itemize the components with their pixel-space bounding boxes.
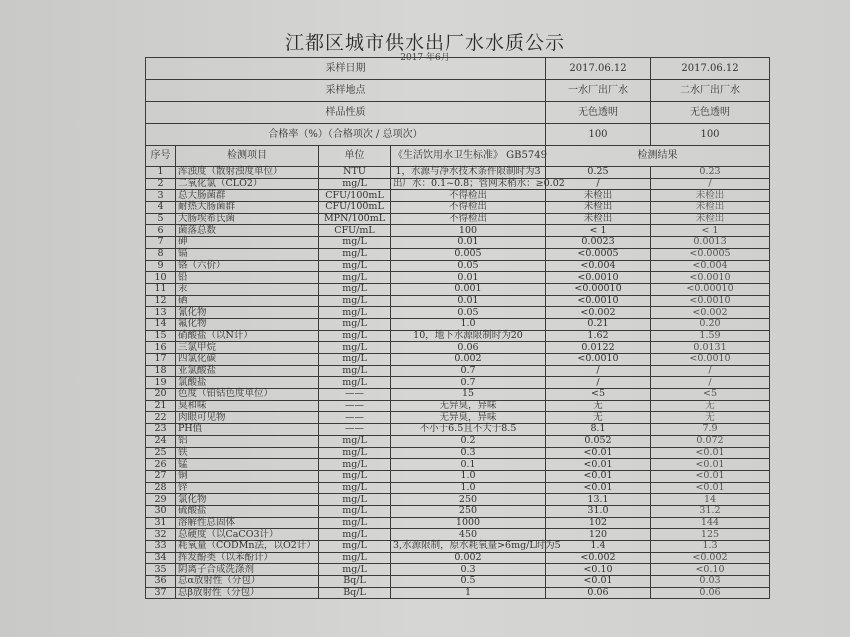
result-plant-1: <0.004 [546,260,651,272]
result-plant-1: 0.25 [546,167,651,179]
result-plant-2: 0.20 [651,318,770,330]
test-item: 色度（铂钴色度单位） [176,389,319,401]
test-item: 挥发酚类（以苯酚计） [176,552,319,564]
test-item: 总β放射性（分包） [176,587,319,599]
sample-info-label: 合格率（%）（合格项次 / 总项次） [146,124,546,146]
test-item: 菌落总数 [176,225,319,237]
result-plant-2: 125 [651,529,770,541]
unit: mg/L [319,494,391,506]
standard-limit: 3,水源限制，原水耗氧量>6mg/L时为5 [391,541,546,553]
row-number: 30 [146,505,176,517]
result-plant-1: 0.21 [546,318,651,330]
sample-info-value-1: 2017.06.12 [546,58,651,80]
unit: mg/L [319,272,391,284]
test-item: 氯酸盐 [176,377,319,389]
result-plant-1: 未检出 [546,202,651,214]
standard-limit: 不得检出 [391,202,546,214]
unit: CFU/mL [319,225,391,237]
row-number: 1 [146,167,176,179]
test-item: 氰化物 [176,307,319,319]
standard-limit: 0.005 [391,248,546,260]
standard-limit: 0.2 [391,435,546,447]
table-row [146,354,770,366]
standard-limit: 15 [391,389,546,401]
row-number: 9 [146,260,176,272]
row-number: 32 [146,529,176,541]
table-row [146,389,770,401]
row-number: 37 [146,587,176,599]
standard-limit: 0.3 [391,564,546,576]
result-plant-1: <0.0010 [546,295,651,307]
result-plant-2: <0.10 [651,564,770,576]
result-plant-1: 0.0023 [546,237,651,249]
row-number: 12 [146,295,176,307]
table-row [146,202,770,214]
sample-info-value-1: 一水厂出厂水 [546,80,651,102]
test-item: PH值 [176,424,319,436]
table-row [146,365,770,377]
standard-limit: 10，地下水源限制时为20 [391,330,546,342]
result-plant-2: <0.0010 [651,354,770,366]
test-item: 汞 [176,283,319,295]
standard-limit: 无异臭，异味 [391,412,546,424]
water-quality-table [145,57,770,599]
result-plant-2: <0.0010 [651,295,770,307]
result-plant-2: 31.2 [651,505,770,517]
result-plant-1: < 1 [546,225,651,237]
standard-limit: 250 [391,505,546,517]
row-number: 36 [146,576,176,588]
unit: mg/L [319,283,391,295]
result-plant-2: <0.0005 [651,248,770,260]
unit: mg/L [319,529,391,541]
sample-info-value-2: 2017.06.12 [651,58,770,80]
result-plant-2: <0.0010 [651,272,770,284]
test-item: 阴离子合成洗涤剂 [176,564,319,576]
test-item: 溶解性总固体 [176,517,319,529]
standard-limit: 不得检出 [391,213,546,225]
table-row [146,424,770,436]
test-item: 铅 [176,272,319,284]
row-number: 19 [146,377,176,389]
result-plant-2: 7.9 [651,424,770,436]
standard-limit: 0.5 [391,576,546,588]
result-plant-2: / [651,178,770,190]
row-number: 13 [146,307,176,319]
standard-limit: 0.01 [391,237,546,249]
sample-info-value-1: 100 [546,124,651,146]
sample-info-label: 样品性质 [146,102,546,124]
result-plant-2: <0.002 [651,307,770,319]
unit: mg/L [319,260,391,272]
sample-info-value-2: 无色透明 [651,102,770,124]
test-item: 总硬度（以CaCO3计） [176,529,319,541]
unit: mg/L [319,330,391,342]
row-number: 22 [146,412,176,424]
table-row [146,318,770,330]
table-row [146,213,770,225]
unit: —— [319,400,391,412]
result-plant-1: <0.10 [546,564,651,576]
unit: mg/L [319,365,391,377]
test-item: 二氧化氯（CLO2） [176,178,319,190]
standard-limit: 0.05 [391,307,546,319]
result-plant-2: 1.59 [651,330,770,342]
row-number: 28 [146,482,176,494]
row-number: 6 [146,225,176,237]
standard-limit: 250 [391,494,546,506]
result-plant-2: < 1 [651,225,770,237]
result-plant-1: 0.052 [546,435,651,447]
test-item: 总α放射性（分包） [176,576,319,588]
standard-limit: 1，水源与净水技术条件限制时为3 [391,167,546,179]
result-plant-2: 0.23 [651,167,770,179]
result-plant-2: / [651,365,770,377]
result-plant-2: 无 [651,400,770,412]
unit: —— [319,389,391,401]
table-row [146,330,770,342]
unit: mg/L [319,435,391,447]
result-plant-1: 31.0 [546,505,651,517]
unit: Bq/L [319,576,391,588]
result-plant-2: 0.0013 [651,237,770,249]
unit: mg/L [319,505,391,517]
table-row [146,400,770,412]
sample-info-value-2: 100 [651,124,770,146]
table-row [146,377,770,389]
row-number: 11 [146,283,176,295]
test-item: 三氯甲烷 [176,342,319,354]
row-number: 8 [146,248,176,260]
unit: —— [319,412,391,424]
standard-limit: 0.01 [391,295,546,307]
result-plant-2: 0.06 [651,587,770,599]
row-number: 34 [146,552,176,564]
test-item: 耗氧量（CODMn法，以O2计） [176,541,319,553]
test-item: 浑浊度（散射浊度单位） [176,167,319,179]
table-row [146,295,770,307]
standard-limit: 0.05 [391,260,546,272]
unit: mg/L [319,295,391,307]
unit: mg/L [319,459,391,471]
standard-limit: 100 [391,225,546,237]
table-row [146,307,770,319]
result-plant-1: 8.1 [546,424,651,436]
result-plant-1: <0.01 [546,447,651,459]
unit: mg/L [319,318,391,330]
row-number: 5 [146,213,176,225]
row-number: 17 [146,354,176,366]
row-number: 18 [146,365,176,377]
result-plant-1: 120 [546,529,651,541]
result-plant-2: <5 [651,389,770,401]
standard-limit: 0.001 [391,283,546,295]
sample-info-value-2: 二水厂出厂水 [651,80,770,102]
test-item: 镉 [176,248,319,260]
unit: mg/L [319,541,391,553]
result-plant-2: 无 [651,412,770,424]
row-number: 15 [146,330,176,342]
result-plant-1: 102 [546,517,651,529]
result-plant-2: 未检出 [651,190,770,202]
result-plant-2: <0.002 [651,552,770,564]
result-plant-2: 未检出 [651,202,770,214]
result-plant-1: / [546,178,651,190]
standard-limit: 0.002 [391,354,546,366]
sample-info-row [146,102,770,124]
unit: mg/L [319,342,391,354]
result-plant-2: 0.0131 [651,342,770,354]
result-plant-2: <0.01 [651,447,770,459]
result-plant-1: / [546,365,651,377]
result-plant-1: 0.0122 [546,342,651,354]
col-item: 检测项目 [176,146,319,167]
row-number: 29 [146,494,176,506]
unit: mg/L [319,470,391,482]
result-plant-2: 1.3 [651,541,770,553]
row-number: 27 [146,470,176,482]
standard-limit: 0.01 [391,272,546,284]
unit: mg/L [319,517,391,529]
test-item: 耐热大肠菌群 [176,202,319,214]
row-number: 7 [146,237,176,249]
result-plant-2: 14 [651,494,770,506]
col-unit: 单位 [319,146,391,167]
result-plant-1: <5 [546,389,651,401]
test-item: 臭和味 [176,400,319,412]
test-item: 硫酸盐 [176,505,319,517]
unit: mg/L [319,307,391,319]
row-number: 31 [146,517,176,529]
table-row [146,342,770,354]
unit: MPN/100mL [319,213,391,225]
result-plant-1: 1.62 [546,330,651,342]
table-row [146,576,770,588]
table-row [146,248,770,260]
row-number: 35 [146,564,176,576]
unit: CFU/100mL [319,202,391,214]
result-plant-2: <0.01 [651,459,770,471]
unit: CFU/100mL [319,190,391,202]
table-row [146,587,770,599]
row-number: 10 [146,272,176,284]
result-plant-2: 0.03 [651,576,770,588]
test-item: 氯化物 [176,494,319,506]
table-row [146,552,770,564]
standard-limit: 1.0 [391,482,546,494]
table-row [146,260,770,272]
result-plant-1: <0.01 [546,482,651,494]
standard-limit: 0.002 [391,552,546,564]
result-plant-1: / [546,377,651,389]
test-item: 肉眼可见物 [176,412,319,424]
col-no: 序号 [146,146,176,167]
standard-limit: 1 [391,587,546,599]
unit: mg/L [319,354,391,366]
result-plant-2: <0.01 [651,482,770,494]
unit: mg/L [319,447,391,459]
table-row [146,529,770,541]
test-item: 铜 [176,470,319,482]
unit: mg/L [319,248,391,260]
page-title: 江都区城市供水出厂水水质公示 [284,32,565,54]
standard-limit: 0.06 [391,342,546,354]
unit: mg/L [319,178,391,190]
standard-limit: 不得检出 [391,190,546,202]
result-plant-1: <0.00010 [546,283,651,295]
test-item: 大肠埃希氏菌 [176,213,319,225]
row-number: 14 [146,318,176,330]
result-plant-2: <0.01 [651,470,770,482]
unit: mg/L [319,552,391,564]
sample-info-label: 采样日期 [146,58,546,80]
table-row [146,283,770,295]
table-row [146,459,770,471]
test-item: 铬（六价） [176,260,319,272]
result-plant-1: <0.0010 [546,354,651,366]
result-plant-1: 13.1 [546,494,651,506]
table-row [146,494,770,506]
sample-info-row [146,58,770,80]
table-row [146,482,770,494]
unit: —— [319,424,391,436]
page-subtitle: 2017 年6月 [400,53,450,63]
sample-info-row [146,124,770,146]
table-row [146,505,770,517]
standard-limit: 无异臭，异味 [391,400,546,412]
standard-limit: 0.7 [391,377,546,389]
standard-limit: 0.7 [391,365,546,377]
row-number: 23 [146,424,176,436]
result-plant-2: 144 [651,517,770,529]
result-plant-1: <0.01 [546,576,651,588]
table-row [146,447,770,459]
result-plant-1: <0.0010 [546,272,651,284]
unit: mg/L [319,564,391,576]
table-row [146,237,770,249]
unit: mg/L [319,237,391,249]
result-plant-1: 1.4 [546,541,651,553]
sample-info-row [146,80,770,102]
test-item: 亚氯酸盐 [176,365,319,377]
standard-limit: 出厂水：0.1~0.8；管网末梢水：≥0.02 [391,178,546,190]
unit: mg/L [319,482,391,494]
row-number: 4 [146,202,176,214]
result-plant-1: 无 [546,412,651,424]
table-row [146,412,770,424]
table-row [146,167,770,179]
result-plant-1: 0.06 [546,587,651,599]
unit: Bq/L [319,587,391,599]
standard-limit: 450 [391,529,546,541]
standard-limit: 不小于6.5且不大于8.5 [391,424,546,436]
table-row [146,435,770,447]
standard-limit: 0.3 [391,447,546,459]
result-plant-1: <0.0005 [546,248,651,260]
test-item: 铁 [176,447,319,459]
test-item: 砷 [176,237,319,249]
result-plant-2: 未检出 [651,213,770,225]
sample-info-label: 采样地点 [146,80,546,102]
row-number: 26 [146,459,176,471]
unit: mg/L [319,377,391,389]
test-item: 总大肠菌群 [176,190,319,202]
table-row [146,178,770,190]
unit: NTU [319,167,391,179]
col-result: 检测结果 [546,146,770,167]
test-item: 氟化物 [176,318,319,330]
col-standard: 《生活饮用水卫生标准》 GB5749 [391,146,546,167]
test-item: 锌 [176,482,319,494]
result-plant-1: 未检出 [546,190,651,202]
test-item: 铝 [176,435,319,447]
result-plant-1: 无 [546,400,651,412]
standard-limit: 1000 [391,517,546,529]
result-plant-1: <0.002 [546,552,651,564]
row-number: 25 [146,447,176,459]
table-row [146,517,770,529]
test-item: 四氯化碳 [176,354,319,366]
result-plant-1: <0.01 [546,470,651,482]
row-number: 33 [146,541,176,553]
row-number: 20 [146,389,176,401]
result-plant-2: <0.00010 [651,283,770,295]
table-row [146,564,770,576]
result-plant-2: 0.072 [651,435,770,447]
row-number: 24 [146,435,176,447]
table-row [146,190,770,202]
result-plant-1: <0.01 [546,459,651,471]
row-number: 3 [146,190,176,202]
test-item: 锰 [176,459,319,471]
standard-limit: 1.0 [391,470,546,482]
row-number: 21 [146,400,176,412]
result-plant-1: 未检出 [546,213,651,225]
standard-limit: 0.1 [391,459,546,471]
table-row [146,225,770,237]
row-number: 16 [146,342,176,354]
standard-limit: 1.0 [391,318,546,330]
table-row [146,541,770,553]
table-row [146,470,770,482]
result-plant-1: <0.002 [546,307,651,319]
result-plant-2: <0.004 [651,260,770,272]
table-row [146,272,770,284]
row-number: 2 [146,178,176,190]
sample-info-value-1: 无色透明 [546,102,651,124]
test-item: 硒 [176,295,319,307]
result-plant-2: / [651,377,770,389]
test-item: 硝酸盐（以N计） [176,330,319,342]
column-header-row [146,146,770,167]
